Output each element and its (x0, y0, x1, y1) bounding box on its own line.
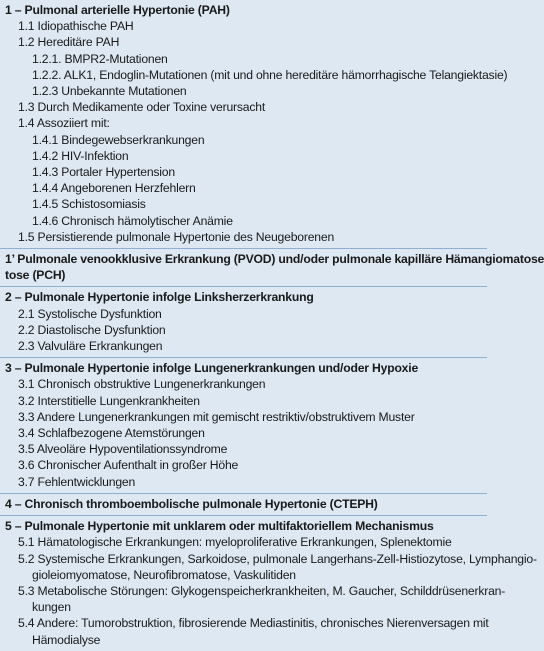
group-heading: 4 – Chronisch thromboembolische pulmonale Hypertonie (CTEPH) (5, 496, 378, 511)
list-item: 5.3 Metabolische Störungen: Glykogenspeicherkrankheiten, M. Gaucher, Schilddrüsenerkran- (18, 583, 506, 598)
list-item: 1.3 Durch Medikamente oder Toxine verursacht (18, 100, 266, 115)
list-item: 1.4.6 Chronisch hämolytischer Anämie (32, 213, 233, 228)
group-4 (0, 494, 487, 516)
group-heading-continuation: tose (PCH) (5, 268, 66, 283)
list-item: 3.6 Chronischer Aufenthalt in großer Höhe (18, 458, 239, 473)
list-item: 2.3 Valvuläre Erkrankungen (18, 339, 163, 354)
list-item: 1.4.4 Angeborenen Herzfehlern (32, 181, 196, 196)
list-item: 1.4.3 Portaler Hypertension (32, 165, 175, 180)
list-item: 1.4 Assoziiert mit: (18, 116, 110, 131)
list-item-continuation: kungen (32, 600, 71, 615)
group-heading: 2 – Pulmonale Hypertonie infolge Linksherzerkrankung (5, 290, 314, 305)
list-item-continuation: Hämodialyse (32, 632, 101, 647)
list-item: 1.4.1 Bindegewebserkrankungen (32, 132, 205, 147)
list-item: 5.4 Andere: Tumorobstruktion, fibrosierende Mediastinitis, chronisches Nierenversagen mit (18, 616, 489, 631)
list-item: 3.1 Chronisch obstruktive Lungenerkrankungen (18, 377, 266, 392)
list-item: 3.4 Schlafbezogene Atemstörungen (18, 426, 205, 441)
group-2 (0, 287, 487, 358)
list-item: 3.3 Andere Lungenerkrankungen mit gemischt restriktiv/obstruktivem Muster (18, 409, 415, 424)
group-heading: 3 – Pulmonale Hypertonie infolge Lungenerkrankungen und/oder Hypoxie (5, 361, 419, 376)
list-item: 1.5 Persistierende pulmonale Hypertonie des Neugeborenen (18, 229, 335, 244)
group-heading: 1 – Pulmonal arterielle Hypertonie (PAH) (5, 3, 230, 17)
list-item: 1.2 Hereditäre PAH (18, 35, 120, 50)
group-heading: 5 – Pulmonale Hypertonie mit unklarem oder multifaktoriellem Mechanismus (5, 519, 434, 534)
group-3 (0, 358, 487, 494)
group-heading: 1’ Pulmonale venookklusive Erkrankung (PVOD) und/oder pulmonale kapilläre Hämangiomatose (5, 252, 544, 267)
list-item: 3.2 Interstitielle Lungenkrankheiten (18, 393, 200, 408)
group-1-prime (0, 249, 544, 287)
list-item: 2.1 Systolische Dysfunktion (18, 306, 162, 321)
list-item-continuation: gioleiomyomatose, Neurofibromatose, Vaskulitiden (32, 567, 296, 582)
group-5 (0, 516, 537, 651)
list-item: 1.4.5 Schistosomiasis (32, 197, 146, 212)
list-item: 1.2.1. BMPR2-Mutationen (32, 51, 168, 66)
list-item: 5.1 Hämatologische Erkrankungen: myeloproliferative Erkrankungen, Splenektomie (18, 535, 452, 550)
list-item: 2.2 Diastolische Dysfunktion (18, 322, 166, 337)
list-item: 3.5 Alveoläre Hypoventilationssyndrome (18, 442, 228, 457)
list-item: 3.7 Fehlentwicklungen (18, 474, 136, 489)
list-item: 1.2.3 Unbekannte Mutationen (32, 84, 187, 99)
group-1 (0, 0, 508, 249)
list-item: 1.1 Idiopathische PAH (18, 19, 134, 34)
list-item: 5.2 Systemische Erkrankungen, Sarkoidose, pulmonale Langerhans-Zell-Histiozytose, Lymphangio- (18, 551, 537, 566)
list-item: 1.4.2 HIV-Infektion (32, 148, 129, 163)
list-item: 1.2.2. ALK1, Endoglin-Mutationen (mit und ohne hereditäre hämorrhagische Telangiektasie) (32, 67, 508, 82)
